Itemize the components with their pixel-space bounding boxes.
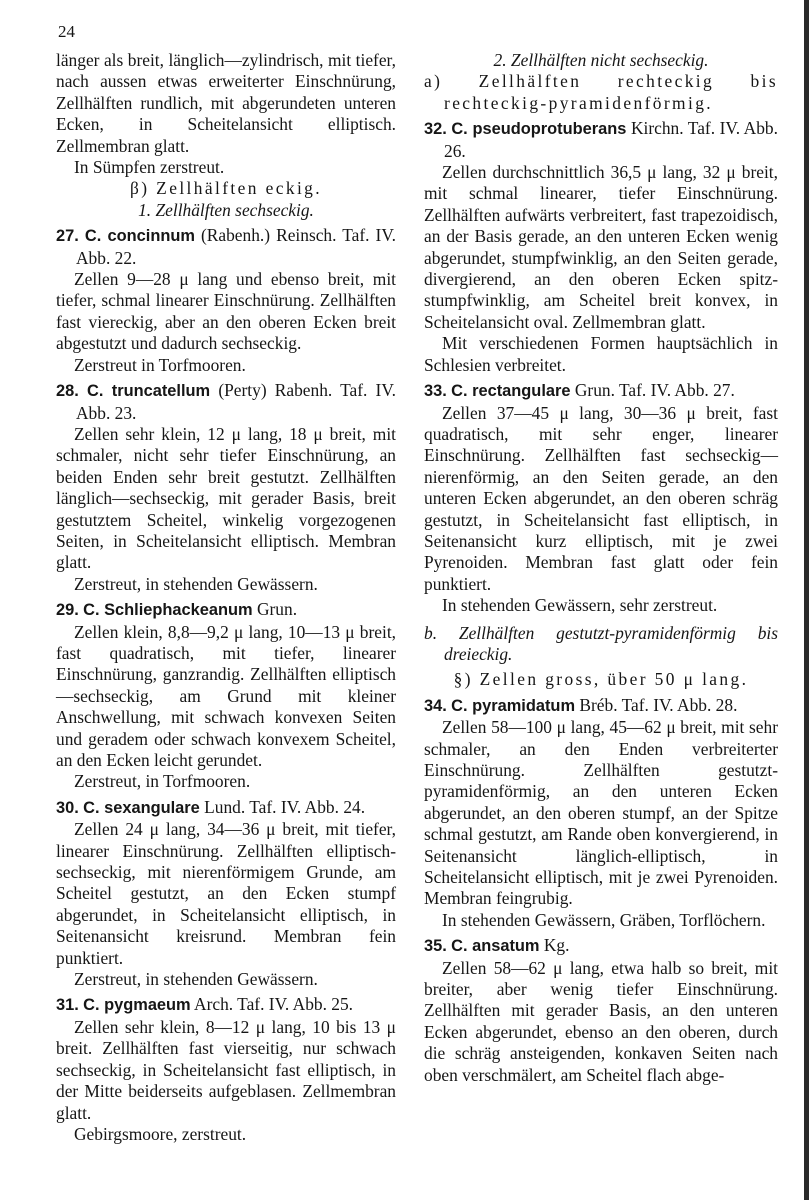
species-name: C. concinnum (84, 227, 195, 246)
entry-number: 31. (56, 996, 79, 1015)
species-reference: Grun. (256, 599, 298, 620)
page-edge-shadow (804, 0, 809, 1200)
species-name: C. ansatum (451, 937, 540, 956)
habitat-text: Mit verschiedenen Formen hauptsächlich in Schlesien verbreitet. (424, 333, 778, 375)
species-description: Zellen 24 μ lang, 34—36 μ breit, mit tiefer, linearer Einschnürung. Zellhälften elliptisch-sechseckig, mit nierenförmigem Grunde, am Scheitel gestutzt, an den Ecken stumpf abgerundet, in Scheitelansicht elliptisch, in Seitenansicht kreisrund. Membran fein punktiert. (56, 819, 396, 968)
species-name: C. Schliephackeanum (83, 601, 253, 620)
species-reference: (Rabenh.) Reinsch. Taf. IV. Abb. 22. (76, 225, 396, 268)
habitat-text: Zerstreut, in stehenden Gewässern. (74, 573, 318, 594)
species-name: C. rectangulare (451, 382, 571, 401)
species-entry-31 (56, 994, 396, 1145)
group-heading-beta: β) Zellhälften eckig. (129, 178, 323, 199)
species-description: Zellen durchschnittlich 36,5 μ lang, 32 μ breit, mit schmal linearer, tiefer Einschnürung. Zellhälften aufwärts verbreitert, fast trapezoidisch, an der Basis gerade, an den unteren Ecken wenig abgerundet, stumpfwinklig, an den Seiten gerade, divergierend, an den oberen Ecken spitz-stumpfwinklig, am Scheitel breit konvex, in Scheitelansicht oval. Zellmembran glatt. (424, 162, 778, 332)
entry-number: 30. (56, 798, 79, 817)
entry-number: 29. (56, 601, 79, 620)
species-name: C. sexangulare (83, 798, 200, 817)
entry-number: 32. (424, 120, 447, 139)
habitat-text: In stehenden Gewässern, sehr zerstreut. (442, 595, 718, 616)
subgroup-heading-2: 2. Zellhälften nicht sechseckig. (493, 50, 709, 70)
entry-number: 33. (424, 382, 447, 401)
species-reference: (Perty) Rabenh. Taf. IV. Abb. 23. (76, 380, 397, 423)
habitat-text: Zerstreut, in stehenden Gewässern. (74, 969, 318, 990)
subgroup-heading-1: 1. Zellhälften sechseckig. (138, 199, 314, 220)
page-number: 24 (58, 22, 75, 41)
continued-text: länger als breit, länglich—zylindrisch, mit tiefer, nach aussen etwas erweiterter Einschnürung, Zellhälften rundlich, mit abgerundeten unteren Ecken, in Scheitelansicht elliptisch. Zellmembran glatt. (56, 50, 396, 156)
species-description: Zellen 58—100 μ lang, 45—62 μ breit, mit sehr schmaler, an den Enden verbreiterter Einschnürung. Zellhälften gestutzt-pyramidenförmig, an den unteren Ecken abgerundet, an den oberen stumpf, an der Spitze schmal gestutzt, am Rande oben konvergierend, in Seitenansicht länglich-elliptisch, in Scheitelansicht elliptisch, mit je zwei Pyrenoiden. Membran feingrubig. (424, 717, 778, 909)
species-entry-32 (424, 118, 778, 376)
species-description: Zellen sehr klein, 8—12 μ lang, 10 bis 13 μ breit. Zellhälften fast vierseitig, nur schwach sechseckig, in Scheitelansicht fast elliptisch, in der Mitte beiderseits aufgeblasen. Zellmembran glatt. (56, 1016, 396, 1123)
species-description: Zellen sehr klein, 12 μ lang, 18 μ breit, mit schmaler, nicht sehr tiefer Einschnürung, an beiden Enden sehr breit gestutzt. Zellhälften länglich—sechseckig, mit gerader Basis, breit gestutztem Scheitel, winkelig vorgezogenen Seiten, in Scheitelansicht elliptisch. Membran glatt. (56, 423, 396, 573)
species-reference: Arch. Taf. IV. Abb. 25. (194, 994, 354, 1015)
entry-number: 35. (424, 937, 447, 956)
habitat-text: In Sümpfen zerstreut. (74, 157, 225, 178)
habitat-text: Zerstreut in Torfmooren. (74, 354, 246, 375)
species-entry-28 (56, 380, 396, 595)
species-description: Zellen 58—62 μ lang, etwa halb so breit, mit breiter, aber wenig tiefer Einschnürung. Zellhälften mit gerader Basis, an den unteren Ecken abgerundet, ebenso an den oberen, durch die schräg ansteigenden, konkaven Seiten nach oben verschmälert, am Scheitel flach abge- (424, 957, 778, 1085)
right-column (424, 50, 778, 1086)
habitat-text: In stehenden Gewässern, Gräben, Torflöchern. (442, 909, 766, 930)
group-heading-a: a) Zellhälften rechteckig bis rechteckig-pyramidenförmig. (424, 71, 778, 113)
species-reference: Lund. Taf. IV. Abb. 24. (204, 796, 366, 817)
species-entry-35 (424, 935, 778, 1086)
species-entry-34 (424, 695, 778, 931)
group-heading-b: b. Zellhälften gestutzt-pyramidenförmig bis dreieckig. (424, 622, 778, 664)
habitat-text: Gebirgsmoore, zerstreut. (74, 1123, 247, 1144)
group-heading-size: §) Zellen gross, über 50 μ lang. (453, 669, 749, 690)
species-entry-29 (56, 599, 396, 793)
species-reference: Kg. (543, 935, 570, 956)
species-name: C. pseudoprotuberans (451, 120, 627, 139)
left-column (56, 50, 396, 1145)
species-reference: Kirchn. Taf. IV. Abb. 26. (444, 118, 778, 161)
species-entry-27 (56, 225, 396, 376)
habitat-text: Zerstreut, in Torfmooren. (74, 771, 251, 792)
entry-number: 28. (56, 382, 79, 401)
species-description: Zellen klein, 8,8—9,2 μ lang, 10—13 μ breit, fast quadratisch, mit tiefer, linearer Einschnürung, ganzrandig. Zellhälften elliptisch—sechseckig, am Grund mit kleiner Anschwellung, mit schwach konvexen Seiten und geradem oder schwach konvexem Scheitel, an den Ecken leicht gerundet. (56, 621, 396, 770)
species-reference: Bréb. Taf. IV. Abb. 28. (579, 694, 738, 715)
species-entry-30 (56, 797, 396, 991)
entry-number: 34. (424, 696, 447, 715)
species-name: C. truncatellum (86, 382, 211, 401)
entry-number: 27. (56, 227, 79, 246)
species-name: C. pygmaeum (83, 996, 191, 1015)
species-description: Zellen 9—28 μ lang und ebenso breit, mit tiefer, schmal linearer Einschnürung. Zellhälften fast viereckig, aber an den oberen Ecken breit abgestutzt und dadurch sechseckig. (56, 269, 396, 354)
species-name: C. pyramidatum (451, 696, 576, 715)
species-description: Zellen 37—45 μ lang, 30—36 μ breit, fast quadratisch, mit sehr enger, linearer Einschnürung. Zellhälften fast sechseckig—nierenförmig, an den Seiten gerade, an den unteren Ecken abgerundet, an den oberen schräg gestutzt, in Scheitelansicht fast elliptisch, in Seitenansicht kurz elliptisch, mit je zwei Pyrenoiden. Membran fast glatt oder fein punktiert. (424, 402, 778, 594)
species-entry-33 (424, 380, 778, 616)
species-reference: Grun. Taf. IV. Abb. 27. (574, 380, 735, 401)
